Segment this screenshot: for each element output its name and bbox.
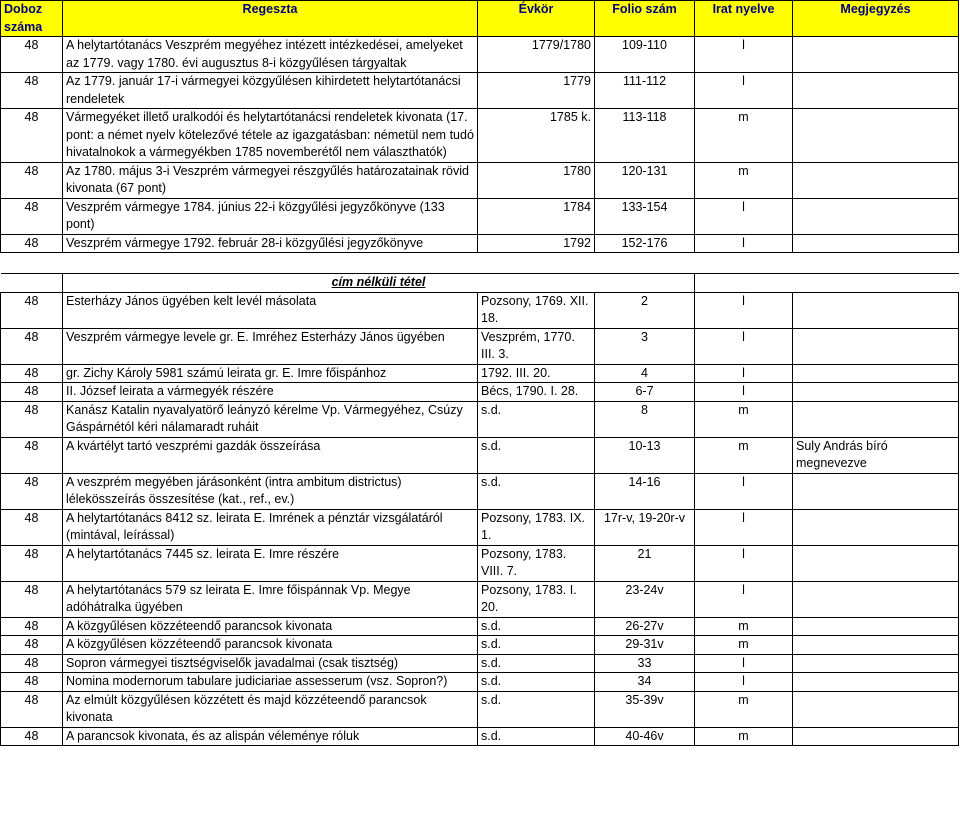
folio-cell: 23-24v (595, 581, 695, 617)
year-cell: Veszprém, 1770. III. 3. (478, 328, 595, 364)
note-cell (793, 234, 959, 253)
folio-cell: 109-110 (595, 37, 695, 73)
lang-cell: l (695, 364, 793, 383)
lang-cell: l (695, 673, 793, 692)
lang-cell: l (695, 198, 793, 234)
table-row[interactable] (1, 292, 959, 328)
year-cell: s.d. (478, 727, 595, 746)
lang-cell: l (695, 292, 793, 328)
section-separator (1, 253, 959, 293)
regeszta-cell: Esterházy János ügyében kelt levél másolata (63, 292, 478, 328)
lang-cell: m (695, 162, 793, 198)
regeszta-cell: Veszprém vármegye 1784. június 22-i közgyűlési jegyzőkönyve (133 pont) (63, 198, 478, 234)
regeszta-cell: Nomina modernorum tabulare judiciariae assesserum (vsz. Sopron?) (63, 673, 478, 692)
box-cell: 48 (1, 673, 63, 692)
regeszta-cell: A veszprém megyében járásonként (intra ambitum districtus) lélekösszeírás összesítése (kat., ref., ev.) (63, 473, 478, 509)
year-cell: 1784 (478, 198, 595, 234)
table-row[interactable] (1, 545, 959, 581)
table-row[interactable] (1, 37, 959, 73)
year-cell: s.d. (478, 437, 595, 473)
box-cell: 48 (1, 617, 63, 636)
box-cell: 48 (1, 691, 63, 727)
year-cell: 1785 k. (478, 109, 595, 163)
lang-cell: l (695, 654, 793, 673)
table-row[interactable] (1, 636, 959, 655)
lang-cell: m (695, 727, 793, 746)
lang-cell: m (695, 437, 793, 473)
lang-cell: l (695, 509, 793, 545)
year-cell: 1792 (478, 234, 595, 253)
table-row[interactable] (1, 673, 959, 692)
box-cell: 48 (1, 109, 63, 163)
box-cell: 48 (1, 37, 63, 73)
folio-cell: 120-131 (595, 162, 695, 198)
regeszta-cell: Az 1780. május 3-i Veszprém vármegyei részgyűlés határozatainak rövid kivonata (67 pont) (63, 162, 478, 198)
folio-cell: 21 (595, 545, 695, 581)
lang-cell: l (695, 473, 793, 509)
table-row[interactable] (1, 383, 959, 402)
table-row[interactable] (1, 691, 959, 727)
regeszta-cell: gr. Zichy Károly 5981 számú leirata gr. E. Imre főispánhoz (63, 364, 478, 383)
lang-cell: m (695, 617, 793, 636)
box-cell: 48 (1, 328, 63, 364)
folio-cell: 35-39v (595, 691, 695, 727)
folio-cell: 10-13 (595, 437, 695, 473)
header-box[interactable]: Doboz száma (1, 1, 63, 37)
section-title: cím nélküli tétel (63, 274, 695, 293)
regeszta-cell: Az 1779. január 17-i vármegyei közgyűlésen kihirdetett helytartótanácsi rendeletek (63, 73, 478, 109)
section-spacer (1, 274, 63, 293)
note-cell (793, 364, 959, 383)
table-row[interactable] (1, 364, 959, 383)
table-row[interactable] (1, 328, 959, 364)
table-row[interactable] (1, 109, 959, 163)
year-cell: 1779 (478, 73, 595, 109)
section-spacer (695, 274, 959, 293)
lang-cell: l (695, 545, 793, 581)
note-cell (793, 617, 959, 636)
table-row[interactable] (1, 581, 959, 617)
regeszta-cell: A helytartótanács 7445 sz. leirata E. Imre részére (63, 545, 478, 581)
year-cell: Pozsony, 1769. XII. 18. (478, 292, 595, 328)
regeszta-cell: Veszprém vármegye 1792. február 28-i közgyűlési jegyzőkönyve (63, 234, 478, 253)
regeszta-cell: A közgyűlésen közzéteendő parancsok kivonata (63, 617, 478, 636)
table-row[interactable] (1, 198, 959, 234)
year-cell: s.d. (478, 636, 595, 655)
folio-cell: 26-27v (595, 617, 695, 636)
note-cell (793, 473, 959, 509)
lang-cell: m (695, 109, 793, 163)
note-cell (793, 109, 959, 163)
regeszta-cell: A kvártélyt tartó veszprémi gazdák összeírása (63, 437, 478, 473)
year-cell: s.d. (478, 691, 595, 727)
year-cell: Bécs, 1790. I. 28. (478, 383, 595, 402)
folio-cell: 4 (595, 364, 695, 383)
header-lang[interactable]: Irat nyelve (695, 1, 793, 37)
box-cell: 48 (1, 364, 63, 383)
box-cell: 48 (1, 545, 63, 581)
note-cell (793, 401, 959, 437)
table-header (1, 1, 959, 37)
folio-cell: 111-112 (595, 73, 695, 109)
header-folio[interactable]: Folio szám (595, 1, 695, 37)
regeszta-cell: Kanász Katalin nyavalyatörő leányzó kérelme Vp. Vármegyéhez, Csúzy Gáspárnétól kéri nálamaradt ruháit (63, 401, 478, 437)
year-cell: 1780 (478, 162, 595, 198)
regeszta-cell: Vármegyéket illető uralkodói és helytartótanácsi rendeletek kivonata (17. pont: a német nyelv kötelezővé tétele az igazgatásban: németül nem tudó hivatalnokok a vármegyékben 1785 novemberétől nem választhatók) (63, 109, 478, 163)
note-cell (793, 328, 959, 364)
note-cell (793, 727, 959, 746)
year-cell: s.d. (478, 617, 595, 636)
year-cell: s.d. (478, 654, 595, 673)
box-cell: 48 (1, 401, 63, 437)
year-cell: 1792. III. 20. (478, 364, 595, 383)
note-cell (793, 292, 959, 328)
table-row[interactable] (1, 73, 959, 109)
folio-cell: 8 (595, 401, 695, 437)
box-cell: 48 (1, 509, 63, 545)
regeszta-cell: Az elmúlt közgyűlésen közzétett és majd közzéteendő parancsok kivonata (63, 691, 478, 727)
box-cell: 48 (1, 437, 63, 473)
box-cell: 48 (1, 292, 63, 328)
folio-cell: 40-46v (595, 727, 695, 746)
lang-cell: l (695, 234, 793, 253)
folio-cell: 34 (595, 673, 695, 692)
note-cell (793, 545, 959, 581)
box-cell: 48 (1, 473, 63, 509)
table-row[interactable] (1, 727, 959, 746)
year-cell: Pozsony, 1783. VIII. 7. (478, 545, 595, 581)
note-cell (793, 673, 959, 692)
regeszta-cell: II. József leirata a vármegyék részére (63, 383, 478, 402)
folio-cell: 152-176 (595, 234, 695, 253)
box-cell: 48 (1, 383, 63, 402)
box-cell: 48 (1, 636, 63, 655)
note-cell (793, 383, 959, 402)
table-row[interactable] (1, 401, 959, 437)
lang-cell: l (695, 328, 793, 364)
note-cell (793, 691, 959, 727)
year-cell: s.d. (478, 473, 595, 509)
box-cell: 48 (1, 727, 63, 746)
table-body-section-2 (1, 292, 959, 746)
table-row[interactable] (1, 162, 959, 198)
lang-cell: m (695, 401, 793, 437)
lang-cell: l (695, 383, 793, 402)
note-cell (793, 37, 959, 73)
note-cell (793, 198, 959, 234)
year-cell: s.d. (478, 401, 595, 437)
table-row[interactable] (1, 509, 959, 545)
folio-cell: 29-31v (595, 636, 695, 655)
folio-cell: 3 (595, 328, 695, 364)
regeszta-cell: A helytartótanács 8412 sz. leirata E. Imrének a pénztár vizsgálatáról (mintával, leírással) (63, 509, 478, 545)
year-cell: 1779/1780 (478, 37, 595, 73)
box-cell: 48 (1, 73, 63, 109)
table-row[interactable] (1, 473, 959, 509)
folio-cell: 113-118 (595, 109, 695, 163)
table-row[interactable] (1, 234, 959, 253)
regeszta-cell: Sopron vármegyei tisztségviselők javadalmai (csak tisztség) (63, 654, 478, 673)
lang-cell: m (695, 636, 793, 655)
box-cell: 48 (1, 198, 63, 234)
header-note[interactable]: Megjegyzés (793, 1, 959, 37)
regeszta-cell: A helytartótanács 579 sz leirata E. Imre főispánnak Vp. Megye adóhátralka ügyében (63, 581, 478, 617)
note-cell (793, 581, 959, 617)
regeszta-cell: A közgyűlésen közzéteendő parancsok kivonata (63, 636, 478, 655)
header-year[interactable]: Évkör (478, 1, 595, 37)
regeszta-cell: A helytartótanács Veszprém megyéhez intézett intézkedései, amelyeket az 1779. vagy 1780. évi augusztus 8-i közgyűlésen tárgyaltak (63, 37, 478, 73)
table-body-section-1 (1, 37, 959, 253)
note-cell (793, 636, 959, 655)
folio-cell: 33 (595, 654, 695, 673)
folio-cell: 2 (595, 292, 695, 328)
box-cell: 48 (1, 581, 63, 617)
table-row[interactable] (1, 437, 959, 473)
note-cell (793, 509, 959, 545)
folio-cell: 17r-v, 19-20r-v (595, 509, 695, 545)
year-cell: Pozsony, 1783. IX. 1. (478, 509, 595, 545)
header-regeszta[interactable]: Regeszta (63, 1, 478, 37)
lang-cell: l (695, 37, 793, 73)
note-cell (793, 654, 959, 673)
regeszta-cell: A parancsok kivonata, és az alispán véleménye róluk (63, 727, 478, 746)
blank-row (1, 253, 959, 274)
folio-cell: 133-154 (595, 198, 695, 234)
table-row[interactable] (1, 617, 959, 636)
regeszta-cell: Veszprém vármegye levele gr. E. Imréhez Esterházy János ügyében (63, 328, 478, 364)
lang-cell: m (695, 691, 793, 727)
table-row[interactable] (1, 654, 959, 673)
year-cell: Pozsony, 1783. I. 20. (478, 581, 595, 617)
year-cell: s.d. (478, 673, 595, 692)
note-cell: Suly András bíró megnevezve (793, 437, 959, 473)
lang-cell: l (695, 73, 793, 109)
box-cell: 48 (1, 234, 63, 253)
note-cell (793, 73, 959, 109)
box-cell: 48 (1, 162, 63, 198)
folio-cell: 14-16 (595, 473, 695, 509)
folio-cell: 6-7 (595, 383, 695, 402)
note-cell (793, 162, 959, 198)
lang-cell: l (695, 581, 793, 617)
box-cell: 48 (1, 654, 63, 673)
